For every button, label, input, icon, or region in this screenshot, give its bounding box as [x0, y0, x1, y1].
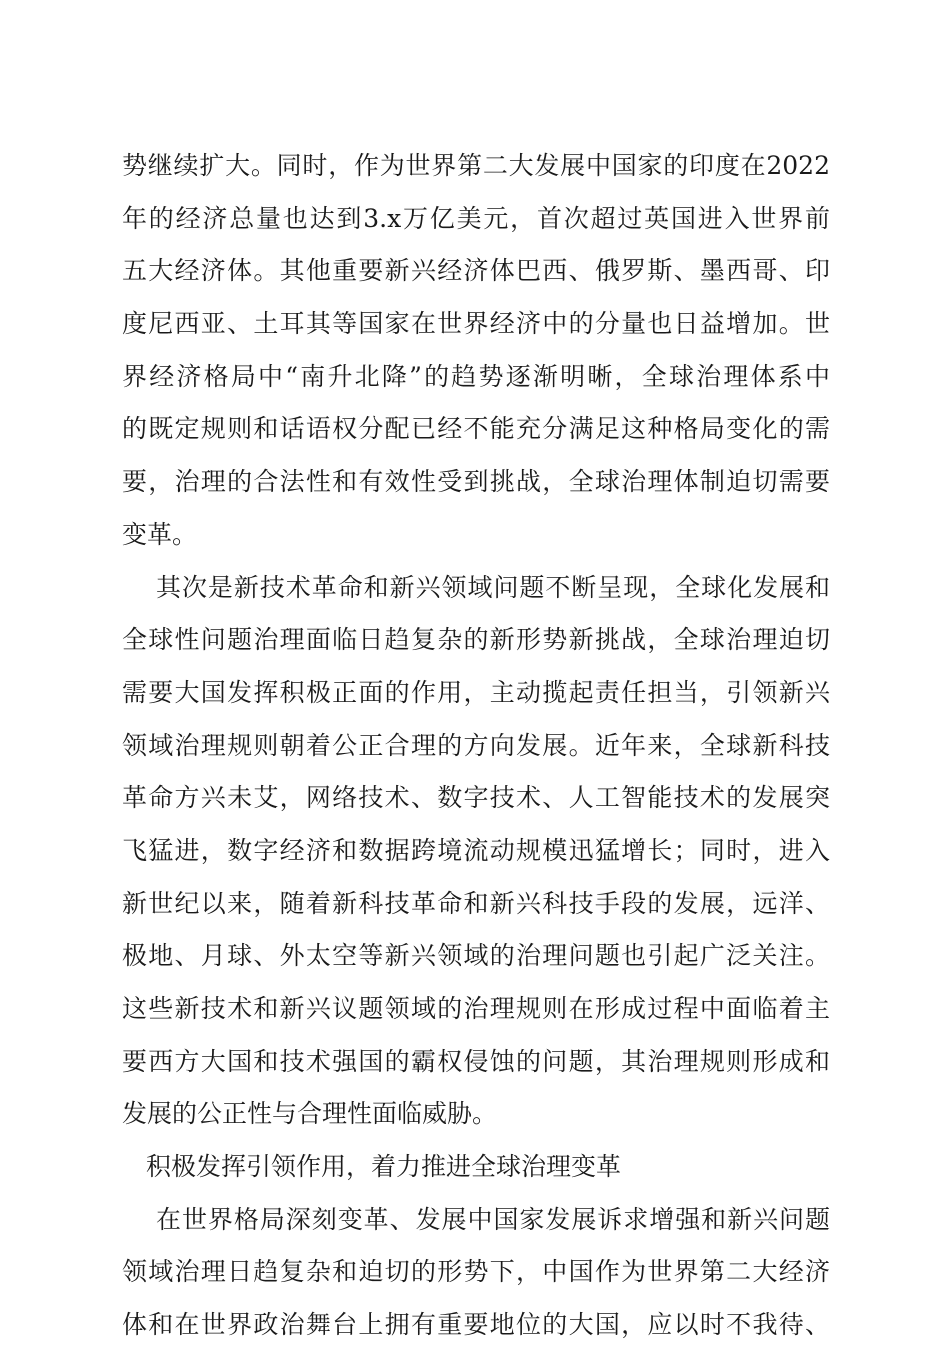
document-body: [122, 140, 830, 1352]
text-line: 变革。: [122, 519, 198, 549]
text-line: 的既定规则和话语权分配已经不能充分满足这种格局变化的需: [122, 414, 830, 444]
text-line: 其次是新技术革命和新兴领域问题不断呈现，全球化发展和: [156, 572, 830, 602]
text-line: 要西方大国和技术强国的霸权侵蚀的问题，其治理规则形成和: [122, 1046, 830, 1076]
text-line: 领域治理规则朝着公正合理的方向发展。近年来，全球新科技: [122, 730, 830, 760]
section-heading: 积极发挥引领作用，着力推进全球治理变革: [146, 1152, 622, 1182]
text-line: 这些新技术和新兴议题领域的治理规则在形成过程中面临着主: [122, 994, 830, 1023]
text-line: 界经济格局中“南升北降”的趋势逐渐明晰，全球治理体系中: [122, 361, 830, 391]
text-line: 全球性问题治理面临日趋复杂的新形势新挑战，全球治理迫切: [122, 625, 830, 655]
text-line: 年的经济总量也达到3.x万亿美元，首次超过英国进入世界前: [122, 203, 830, 233]
text-line: 革命方兴未艾，网络技术、数字技术、人工智能技术的发展突: [122, 783, 830, 813]
text-line: 度尼西亚、土耳其等国家在世界经济中的分量也日益增加。世: [122, 309, 830, 339]
text-line: 飞猛进，数字经济和数据跨境流动规模迅猛增长；同时，进入: [122, 835, 830, 865]
text-line: 五大经济体。其他重要新兴经济体巴西、俄罗斯、墨西哥、印: [122, 256, 830, 286]
paragraph-1: [122, 140, 830, 562]
text-line: 发展的公正性与合理性面临威胁。: [122, 1099, 498, 1129]
text-line: 极地、月球、外太空等新兴领域的治理问题也引起广泛关注。: [122, 941, 830, 971]
text-line: 要，治理的合法性和有效性受到挑战，全球治理体制迫切需要: [122, 467, 830, 497]
text-line: 体和在世界政治舞台上拥有重要地位的大国，应以时不我待、: [122, 1310, 830, 1340]
text-line: 领域治理日趋复杂和迫切的形势下，中国作为世界第二大经济: [122, 1257, 830, 1287]
paragraph-3: [122, 1194, 830, 1352]
text-line: 新世纪以来，随着新科技革命和新兴科技手段的发展，远洋、: [122, 888, 830, 918]
paragraph-2: [122, 562, 830, 1142]
text-line: 需要大国发挥积极正面的作用，主动揽起责任担当，引领新兴: [122, 677, 830, 707]
text-line: 在世界格局深刻变革、发展中国家发展诉求增强和新兴问题: [156, 1204, 830, 1234]
text-line: 势继续扩大。同时，作为世界第二大发展中国家的印度在2022: [122, 151, 830, 180]
